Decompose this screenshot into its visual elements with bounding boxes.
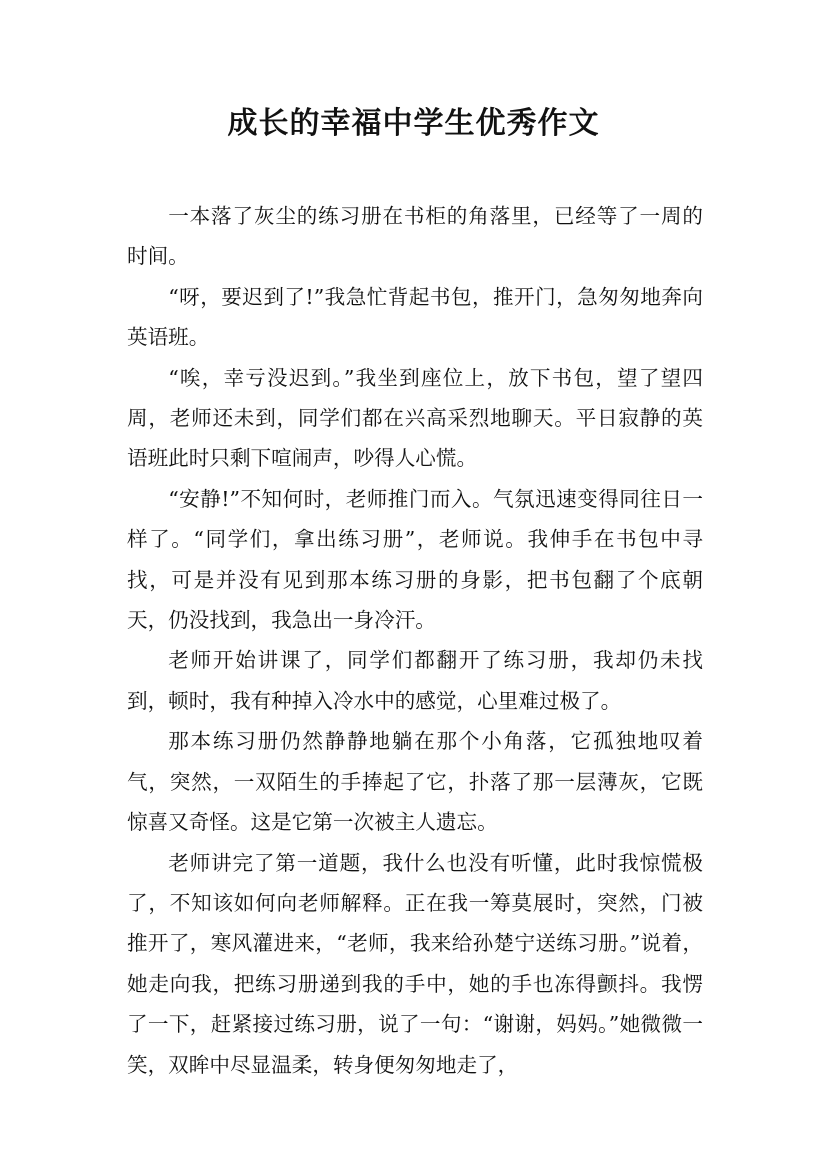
paragraph: 老师讲完了第一道题，我什么也没有听懂，此时我惊慌极了，不知该如何向老师解释。正在我一筹莫展时，突然，门被推开了，寒风灌进来，“老师，我来给孙楚宁送练习册。”说着，她走向我，把练习册递到我的手中，她的手也冻得颤抖。我愣了一下，赶紧接过练习册，说了一句：“谢谢，妈妈。”她微微一笑，双眸中尽显温柔，转身便匆匆地走了， <box>127 850 703 1077</box>
paragraph: 一本落了灰尘的练习册在书柜的角落里，已经等了一周的时间。 <box>127 204 703 269</box>
essay-body <box>127 196 703 1085</box>
paragraph: 那本练习册仍然静静地躺在那个小角落，它孤独地叹着气，突然，一双陌生的手捧起了它，扑落了那一层薄灰，它既惊喜又奇怪。这是它第一次被主人遗忘。 <box>127 729 703 835</box>
paragraph: “呀，要迟到了!”我急忙背起书包，推开门，急匆匆地奔向英语班。 <box>127 284 703 350</box>
page-title: 成长的幸福中学生优秀作文 <box>227 106 600 141</box>
paragraph: 老师开始讲课了，同学们都翻开了练习册，我却仍未找到，顿时，我有种掉入冷水中的感觉，心里难过极了。 <box>127 648 703 713</box>
paragraph: “唉，幸亏没迟到。”我坐到座位上，放下书包，望了望四周，老师还未到，同学们都在兴高采烈地聊天。平日寂静的英语班此时只剩下喧闹声，吵得人心慌。 <box>127 365 703 471</box>
paragraph: “安静!”不知何时，老师推门而入。气氛迅速变得同往日一样了。“同学们，拿出练习册”，老师说。我伸手在书包中寻找，可是并没有见到那本练习册的身影，把书包翻了个底朝天，仍没找到，我急出一身冷汗。 <box>127 486 703 633</box>
